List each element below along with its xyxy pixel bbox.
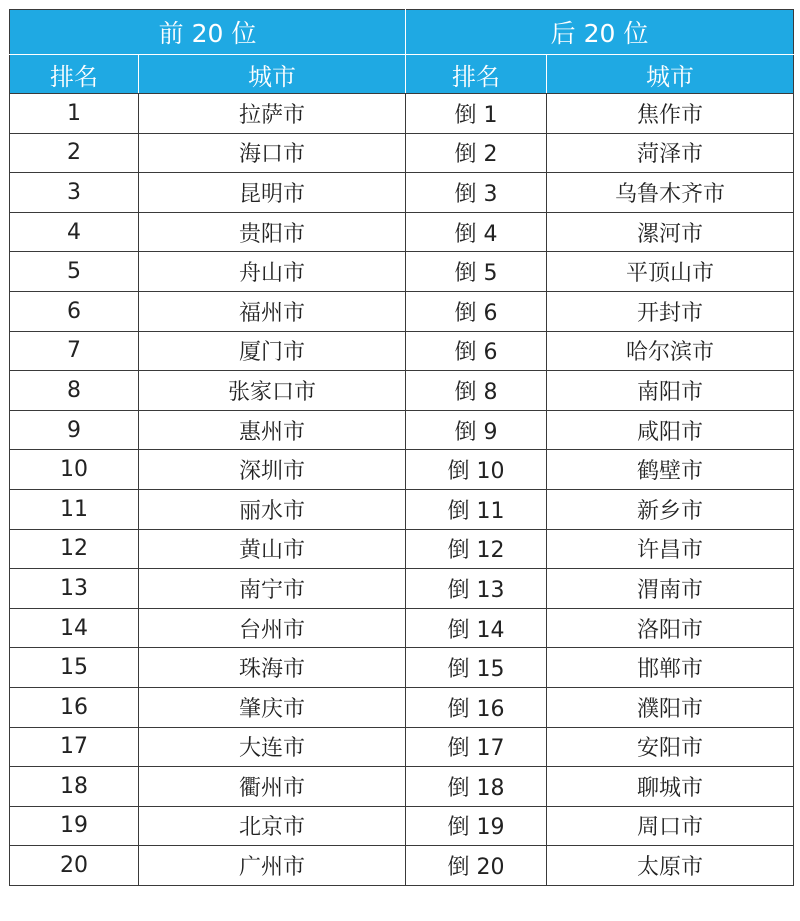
rank-cell: 20 — [10, 846, 139, 886]
city-cell: 珠海市 — [139, 648, 406, 688]
reverse-rank-cell: 倒 18 — [406, 767, 547, 807]
table-row — [10, 648, 794, 688]
rank-cell: 12 — [10, 529, 139, 569]
top-20-group-header: 前 20 位 — [10, 10, 406, 55]
table-row — [10, 371, 794, 411]
reverse-city-cell: 咸阳市 — [547, 410, 794, 450]
city-cell: 张家口市 — [139, 371, 406, 411]
table-row — [10, 410, 794, 450]
reverse-rank-cell: 倒 16 — [406, 687, 547, 727]
bottom-20-group-header: 后 20 位 — [406, 10, 794, 55]
reverse-city-cell: 开封市 — [547, 291, 794, 331]
table-row — [10, 687, 794, 727]
city-cell: 福州市 — [139, 291, 406, 331]
reverse-city-cell: 聊城市 — [547, 767, 794, 807]
rank-cell: 1 — [10, 94, 139, 134]
reverse-rank-cell: 倒 8 — [406, 371, 547, 411]
rank-cell: 17 — [10, 727, 139, 767]
table-row — [10, 133, 794, 173]
column-header-row — [10, 55, 794, 94]
reverse-rank-cell: 倒 10 — [406, 450, 547, 490]
city-cell: 舟山市 — [139, 252, 406, 292]
reverse-city-cell: 周口市 — [547, 806, 794, 846]
table-row — [10, 806, 794, 846]
reverse-city-column-header: 城市 — [547, 55, 794, 94]
reverse-rank-cell: 倒 19 — [406, 806, 547, 846]
reverse-city-cell: 鹤壁市 — [547, 450, 794, 490]
group-header-row — [10, 10, 794, 55]
city-cell: 昆明市 — [139, 173, 406, 213]
city-cell: 黄山市 — [139, 529, 406, 569]
reverse-city-cell: 新乡市 — [547, 489, 794, 529]
rank-cell: 10 — [10, 450, 139, 490]
reverse-rank-cell: 倒 17 — [406, 727, 547, 767]
table-row — [10, 94, 794, 134]
reverse-rank-cell: 倒 12 — [406, 529, 547, 569]
rank-cell: 19 — [10, 806, 139, 846]
table-row — [10, 173, 794, 213]
table-row — [10, 569, 794, 609]
reverse-city-cell: 许昌市 — [547, 529, 794, 569]
city-cell: 惠州市 — [139, 410, 406, 450]
rank-cell: 3 — [10, 173, 139, 213]
rank-cell: 5 — [10, 252, 139, 292]
reverse-rank-cell: 倒 15 — [406, 648, 547, 688]
table-row — [10, 727, 794, 767]
reverse-city-cell: 菏泽市 — [547, 133, 794, 173]
city-column-header: 城市 — [139, 55, 406, 94]
rank-cell: 15 — [10, 648, 139, 688]
reverse-rank-cell: 倒 20 — [406, 846, 547, 886]
reverse-city-cell: 哈尔滨市 — [547, 331, 794, 371]
table-row — [10, 489, 794, 529]
table-header — [10, 10, 794, 94]
reverse-rank-cell: 倒 9 — [406, 410, 547, 450]
city-cell: 肇庆市 — [139, 687, 406, 727]
reverse-rank-cell: 倒 11 — [406, 489, 547, 529]
rank-cell: 7 — [10, 331, 139, 371]
reverse-city-cell: 太原市 — [547, 846, 794, 886]
reverse-rank-cell: 倒 14 — [406, 608, 547, 648]
city-cell: 丽水市 — [139, 489, 406, 529]
reverse-city-cell: 乌鲁木齐市 — [547, 173, 794, 213]
reverse-city-cell: 漯河市 — [547, 212, 794, 252]
table-row — [10, 291, 794, 331]
rank-cell: 18 — [10, 767, 139, 807]
rank-cell: 16 — [10, 687, 139, 727]
reverse-rank-cell: 倒 5 — [406, 252, 547, 292]
reverse-rank-cell: 倒 2 — [406, 133, 547, 173]
table-row — [10, 529, 794, 569]
reverse-city-cell: 焦作市 — [547, 94, 794, 134]
reverse-rank-cell: 倒 6 — [406, 331, 547, 371]
city-cell: 厦门市 — [139, 331, 406, 371]
reverse-rank-cell: 倒 6 — [406, 291, 547, 331]
table-row — [10, 252, 794, 292]
rank-column-header: 排名 — [10, 55, 139, 94]
reverse-city-cell: 南阳市 — [547, 371, 794, 411]
city-cell: 大连市 — [139, 727, 406, 767]
reverse-rank-cell: 倒 3 — [406, 173, 547, 213]
rank-cell: 6 — [10, 291, 139, 331]
rank-cell: 2 — [10, 133, 139, 173]
reverse-rank-cell: 倒 13 — [406, 569, 547, 609]
table-row — [10, 212, 794, 252]
table-row — [10, 331, 794, 371]
city-cell: 台州市 — [139, 608, 406, 648]
reverse-rank-cell: 倒 4 — [406, 212, 547, 252]
city-cell: 北京市 — [139, 806, 406, 846]
rank-cell: 9 — [10, 410, 139, 450]
reverse-city-cell: 洛阳市 — [547, 608, 794, 648]
city-cell: 海口市 — [139, 133, 406, 173]
city-cell: 衢州市 — [139, 767, 406, 807]
reverse-city-cell: 平顶山市 — [547, 252, 794, 292]
reverse-city-cell: 渭南市 — [547, 569, 794, 609]
city-cell: 南宁市 — [139, 569, 406, 609]
rank-cell: 4 — [10, 212, 139, 252]
table-row — [10, 450, 794, 490]
rank-cell: 13 — [10, 569, 139, 609]
city-cell: 深圳市 — [139, 450, 406, 490]
rank-cell: 8 — [10, 371, 139, 411]
reverse-city-cell: 濮阳市 — [547, 687, 794, 727]
ranking-table-container — [9, 9, 794, 886]
table-row — [10, 767, 794, 807]
city-cell: 拉萨市 — [139, 94, 406, 134]
reverse-rank-column-header: 排名 — [406, 55, 547, 94]
table-body — [10, 94, 794, 886]
city-cell: 贵阳市 — [139, 212, 406, 252]
table-row — [10, 608, 794, 648]
city-cell: 广州市 — [139, 846, 406, 886]
table-row — [10, 846, 794, 886]
reverse-rank-cell: 倒 1 — [406, 94, 547, 134]
rank-cell: 11 — [10, 489, 139, 529]
reverse-city-cell: 邯郸市 — [547, 648, 794, 688]
city-ranking-table — [9, 9, 794, 886]
rank-cell: 14 — [10, 608, 139, 648]
reverse-city-cell: 安阳市 — [547, 727, 794, 767]
